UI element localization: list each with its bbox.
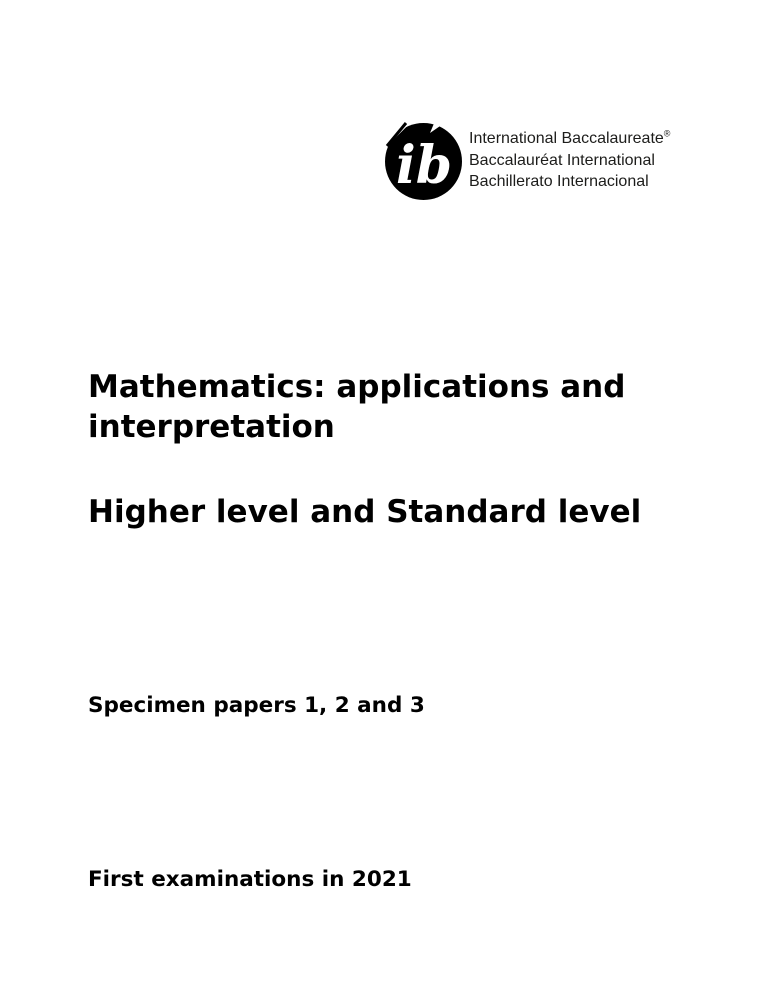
ib-name-english-text: International Baccalaureate (469, 130, 664, 147)
registered-trademark-icon: ® (663, 128, 671, 139)
ib-logo-icon (383, 120, 464, 201)
ib-wordmark (469, 128, 670, 193)
subject-title: Mathematics: applications and interpretation (88, 369, 626, 445)
ib-name-spanish: Bachillerato Internacional (469, 173, 649, 190)
level-heading: Higher level and Standard level (88, 494, 642, 530)
ib-monogram: ib (396, 135, 453, 196)
specimen-papers-line: Specimen papers 1, 2 and 3 (88, 693, 425, 718)
ib-logo-svg (383, 120, 464, 201)
first-examinations-line: First examinations in 2021 (88, 867, 412, 892)
ib-name-english (469, 128, 670, 150)
ib-name-french: Baccalauréat International (469, 151, 655, 169)
